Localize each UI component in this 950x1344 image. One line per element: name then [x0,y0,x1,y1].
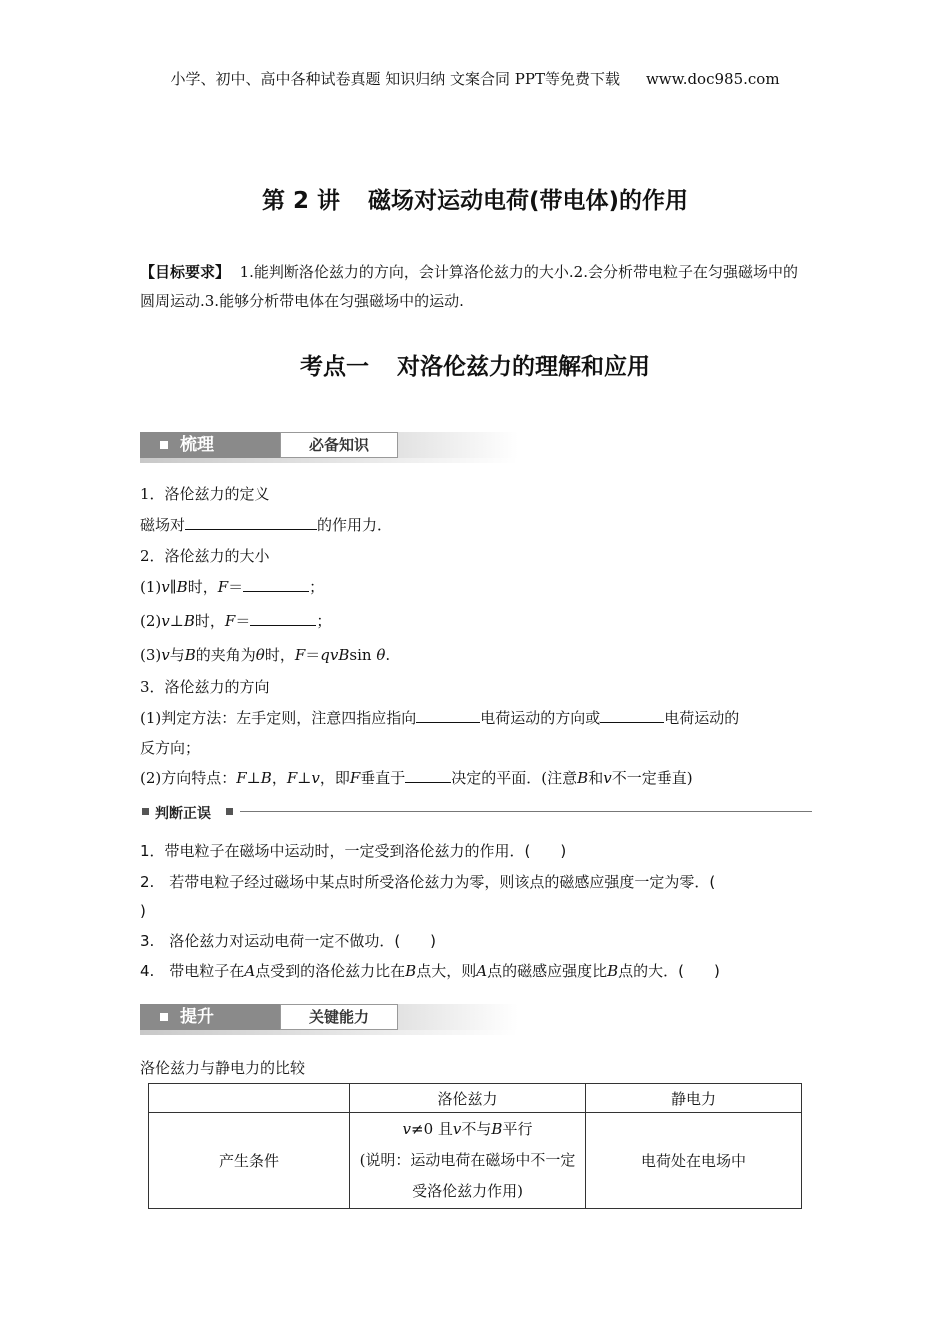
bar-light-label: 关键能力 [280,1004,398,1030]
judge-q1: 1．带电粒子在磁场中运动时，一定受到洛伦兹力的作用．( ) [140,842,567,860]
s2-title: 2．洛伦兹力的大小 [140,547,270,565]
table-head: 静电力 [586,1084,802,1113]
bar-dark-label: 梳理 [140,432,280,458]
static-condition: 电荷处在电场中 [586,1113,802,1209]
square-icon [160,1013,168,1021]
square-icon [142,808,149,815]
judge-q4: 4. 带电粒子在A点受到的洛伦兹力比在B点大，则A点的磁感应强度比B点的大．( ) [140,962,720,980]
section-heading [0,348,950,381]
s3-title: 3．洛伦兹力的方向 [140,678,270,696]
judge-header [140,804,812,820]
judge-label: 判断正误 [155,806,211,822]
condition-line: v≠0 且v不与B平行 [402,1120,533,1138]
lorentz-condition [350,1113,586,1209]
goal-label: 【目标要求】 [140,263,231,281]
square-icon [160,441,168,449]
compare-title: 洛伦兹力与静电力的比较 [140,1059,306,1077]
fill-blank[interactable] [600,708,664,723]
goal-requirements [140,258,812,316]
knowledge-bar [140,432,518,464]
table-row [149,1084,802,1113]
fill-blank[interactable] [405,768,451,783]
table-row [149,1113,802,1209]
s2-line3: (3)v与B的夹角为θ时，F＝qvBsin θ. [140,646,391,664]
table-head: 洛伦兹力 [350,1084,586,1113]
fill-blank[interactable] [243,577,309,592]
compare-table [148,1083,802,1209]
s1-title: 1．洛伦兹力的定义 [140,485,270,503]
fill-blank[interactable] [185,515,317,530]
condition-note: (说明：运动电荷在磁场中不一定受洛伦兹力作用) [359,1151,576,1200]
lecture-topic: 磁场对运动电荷(带电体)的作用 [368,188,689,214]
fill-blank[interactable] [416,708,480,723]
page-header [0,68,950,89]
square-icon [226,808,233,815]
bar-dark-label: 提升 [140,1004,280,1030]
fill-blank[interactable] [250,611,316,626]
lecture-title [0,182,950,215]
goal-text: 1.能判断洛伦兹力的方向，会计算洛伦兹力的大小.2.会分析带电粒子在匀强磁场中的圆周运动.3.能够分析带电体在匀强磁场中的运动. [140,263,798,310]
table-head [149,1084,350,1113]
section-name: 对洛伦兹力的理解和应用 [397,354,650,380]
s1-definition: 磁场对 的作用力． [140,516,393,534]
lecture-number: 第 2 讲 [261,188,340,214]
s3-line1-cont: 反方向； [140,739,201,757]
row-label: 产生条件 [149,1113,350,1209]
bar-light-label: 必备知识 [280,432,398,458]
s2-line2: (2)v⊥B时，F＝ ； [140,612,332,630]
s3-line1: (1)判定方法：左手定则，注意四指应指向 电荷运动的方向或 电荷运动的 [140,709,740,727]
ability-bar [140,1004,518,1036]
judge-q2: 2. 若带电粒子经过磁场中某点时所受洛伦兹力为零，则该点的磁感应强度一定为零．( [140,873,716,891]
header-site: www.doc985.com [645,70,780,88]
judge-q2-cont: ) [140,902,146,920]
s3-line2: (2)方向特点：F⊥B，F⊥v，即F垂直于 决定的平面．(注意B和v不一定垂直) [140,769,693,787]
section-number: 考点一 [300,354,369,380]
judge-q3: 3. 洛伦兹力对运动电荷一定不做功．( ) [140,932,437,950]
s2-line1: (1)v∥B时，F＝ ； [140,578,325,596]
header-text: 小学、初中、高中各种试卷真题 知识归纳 文案合同 PPT等免费下载 [170,70,620,88]
